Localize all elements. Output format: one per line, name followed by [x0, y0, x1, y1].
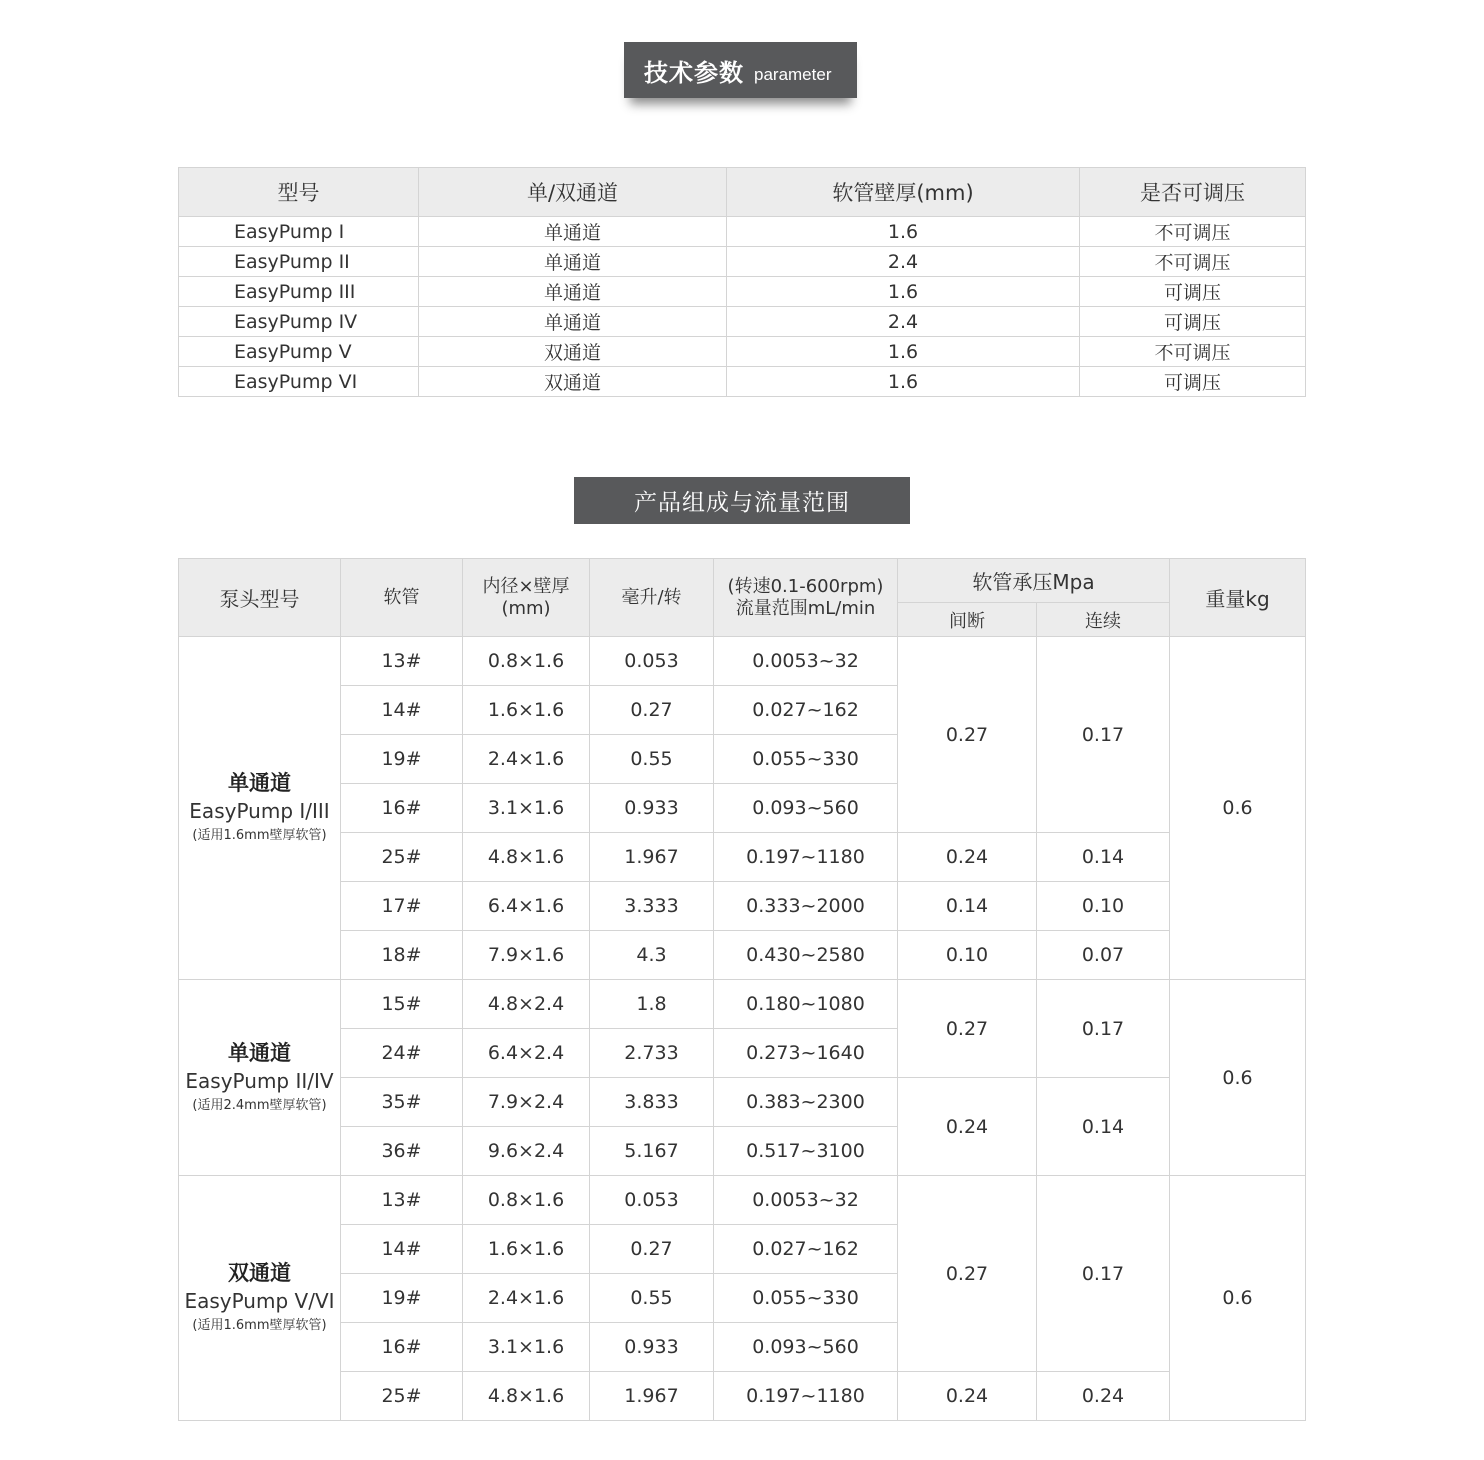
flow-cell-flow-range: 0.093~560 [714, 784, 898, 833]
flow-cell-ml-per-rev: 1.8 [590, 980, 714, 1029]
flow-cell-tube: 13# [341, 1176, 463, 1225]
flow-cell-tube: 16# [341, 784, 463, 833]
flow-cell-id-wall: 0.8×1.6 [463, 1176, 590, 1225]
flow-cell-ml-per-rev: 0.55 [590, 1274, 714, 1323]
spec-cell-channel: 单通道 [419, 217, 727, 247]
spec-cell-channel: 单通道 [419, 247, 727, 277]
flow-cell-tube: 25# [341, 1372, 463, 1421]
spec-cell-adjustable: 可调压 [1080, 367, 1306, 397]
spec-cell-wall: 1.6 [727, 367, 1080, 397]
flow-cell-flow-range: 0.055~330 [714, 735, 898, 784]
flow-cell-id-wall: 6.4×2.4 [463, 1029, 590, 1078]
flow-cell-flow-range: 0.027~162 [714, 686, 898, 735]
spec-cell-channel: 双通道 [419, 367, 727, 397]
flow-cell-intermittent: 0.27 [898, 637, 1037, 833]
flow-cell-flow-range: 0.430~2580 [714, 931, 898, 980]
flow-cell-weight: 0.6 [1170, 980, 1306, 1176]
flow-cell-tube: 25# [341, 833, 463, 882]
flow-cell-tube: 24# [341, 1029, 463, 1078]
spec-table-row [179, 277, 1306, 307]
flow-table-row [179, 1078, 1306, 1127]
flow-cell-ml-per-rev: 0.933 [590, 1323, 714, 1372]
group-model-name: EasyPump V/VI [184, 1289, 335, 1313]
flow-table [178, 558, 1306, 1421]
flow-table-row [179, 1176, 1306, 1225]
flow-cell-tube: 35# [341, 1078, 463, 1127]
flow-cell-flow-range: 0.197~1180 [714, 833, 898, 882]
flow-cell-intermittent: 0.27 [898, 980, 1037, 1078]
flow-header-id-wall [463, 559, 590, 637]
group-channel-name: 单通道 [228, 771, 291, 795]
group-channel-name: 双通道 [228, 1261, 291, 1285]
flow-cell-flow-range: 0.180~1080 [714, 980, 898, 1029]
flow-cell-ml-per-rev: 0.053 [590, 1176, 714, 1225]
flow-header-pump-model: 泵头型号 [179, 559, 341, 637]
flow-cell-ml-per-rev: 1.967 [590, 833, 714, 882]
spec-cell-adjustable: 可调压 [1080, 307, 1306, 337]
flow-cell-intermittent: 0.14 [898, 882, 1037, 931]
spec-cell-model: EasyPump VI [179, 367, 419, 397]
flow-cell-flow-range: 0.333~2000 [714, 882, 898, 931]
spec-table-row [179, 247, 1306, 277]
flow-header-flow-line1: (转速0.1-600rpm) [727, 575, 884, 597]
flow-header-flow-line2: 流量范围mL/min [735, 597, 876, 619]
flow-cell-intermittent: 0.24 [898, 1372, 1037, 1421]
flow-cell-ml-per-rev: 0.933 [590, 784, 714, 833]
spec-cell-model: EasyPump III [179, 277, 419, 307]
flow-header-tube: 软管 [341, 559, 463, 637]
group-note: (适用1.6mm壁厚软管) [192, 1318, 327, 1333]
flow-header-intermittent: 间断 [898, 603, 1037, 637]
flow-cell-tube: 16# [341, 1323, 463, 1372]
flow-group-cell [179, 637, 341, 980]
flow-cell-ml-per-rev: 1.967 [590, 1372, 714, 1421]
flow-cell-continuous: 0.14 [1037, 1078, 1170, 1176]
flow-header-weight: 重量kg [1170, 559, 1306, 637]
flow-cell-flow-range: 0.273~1640 [714, 1029, 898, 1078]
spec-header-wall: 软管壁厚(mm) [727, 168, 1080, 217]
flow-cell-id-wall: 4.8×2.4 [463, 980, 590, 1029]
spec-cell-adjustable: 不可调压 [1080, 217, 1306, 247]
group-note: (适用1.6mm壁厚软管) [192, 828, 327, 843]
flow-cell-id-wall: 7.9×1.6 [463, 931, 590, 980]
spec-table-row [179, 217, 1306, 247]
flow-cell-continuous: 0.14 [1037, 833, 1170, 882]
flow-cell-tube: 36# [341, 1127, 463, 1176]
flow-cell-intermittent: 0.24 [898, 833, 1037, 882]
group-model-name: EasyPump I/III [189, 799, 330, 823]
spec-cell-wall: 1.6 [727, 217, 1080, 247]
flow-cell-ml-per-rev: 3.333 [590, 882, 714, 931]
flow-cell-ml-per-rev: 4.3 [590, 931, 714, 980]
group-note: (适用2.4mm壁厚软管) [192, 1097, 327, 1113]
flow-cell-tube: 14# [341, 1225, 463, 1274]
spec-table-body [179, 217, 1306, 397]
flow-cell-id-wall: 4.8×1.6 [463, 833, 590, 882]
spec-cell-channel: 单通道 [419, 277, 727, 307]
flow-header-ml-per-rev: 毫升/转 [590, 559, 714, 637]
section-title-zh: 技术参数 [644, 58, 744, 87]
flow-cell-tube: 19# [341, 1274, 463, 1323]
spec-cell-model: EasyPump II [179, 247, 419, 277]
spec-cell-adjustable: 不可调压 [1080, 337, 1306, 367]
spec-cell-wall: 1.6 [727, 277, 1080, 307]
flow-cell-ml-per-rev: 2.733 [590, 1029, 714, 1078]
flow-cell-id-wall: 1.6×1.6 [463, 1225, 590, 1274]
section-title-flow: 产品组成与流量范围 [574, 477, 910, 524]
flow-cell-tube: 17# [341, 882, 463, 931]
flow-cell-ml-per-rev: 5.167 [590, 1127, 714, 1176]
flow-cell-continuous: 0.17 [1037, 637, 1170, 833]
flow-cell-ml-per-rev: 0.27 [590, 686, 714, 735]
flow-cell-continuous: 0.24 [1037, 1372, 1170, 1421]
flow-header-pressure: 软管承压Mpa [898, 559, 1170, 603]
flow-header-id-wall-line1: 内径×壁厚 [482, 575, 570, 597]
spec-table-row [179, 307, 1306, 337]
flow-cell-id-wall: 3.1×1.6 [463, 1323, 590, 1372]
spec-header-adjustable: 是否可调压 [1080, 168, 1306, 217]
flow-cell-continuous: 0.07 [1037, 931, 1170, 980]
flow-cell-ml-per-rev: 0.053 [590, 637, 714, 686]
flow-cell-flow-range: 0.027~162 [714, 1225, 898, 1274]
flow-cell-flow-range: 0.093~560 [714, 1323, 898, 1372]
flow-cell-weight: 0.6 [1170, 1176, 1306, 1421]
flow-table-row [179, 882, 1306, 931]
flow-cell-flow-range: 0.517~3100 [714, 1127, 898, 1176]
section-title-en: parameter [754, 65, 832, 84]
flow-cell-continuous: 0.17 [1037, 980, 1170, 1078]
flow-cell-intermittent: 0.10 [898, 931, 1037, 980]
spec-cell-adjustable: 可调压 [1080, 277, 1306, 307]
flow-cell-weight: 0.6 [1170, 637, 1306, 980]
flow-table-row [179, 1372, 1306, 1421]
flow-table-row [179, 833, 1306, 882]
flow-cell-tube: 18# [341, 931, 463, 980]
spec-cell-wall: 2.4 [727, 247, 1080, 277]
flow-cell-tube: 14# [341, 686, 463, 735]
flow-cell-id-wall: 2.4×1.6 [463, 1274, 590, 1323]
flow-cell-flow-range: 0.197~1180 [714, 1372, 898, 1421]
spec-cell-adjustable: 不可调压 [1080, 247, 1306, 277]
flow-cell-ml-per-rev: 0.27 [590, 1225, 714, 1274]
flow-cell-flow-range: 0.055~330 [714, 1274, 898, 1323]
flow-cell-intermittent: 0.24 [898, 1078, 1037, 1176]
flow-cell-id-wall: 6.4×1.6 [463, 882, 590, 931]
spec-cell-channel: 单通道 [419, 307, 727, 337]
flow-group-cell [179, 980, 341, 1176]
spec-cell-model: EasyPump V [179, 337, 419, 367]
flow-group-cell [179, 1176, 341, 1421]
spec-header-channel: 单/双通道 [419, 168, 727, 217]
flow-cell-flow-range: 0.0053~32 [714, 637, 898, 686]
spec-cell-channel: 双通道 [419, 337, 727, 367]
section-title-parameter [624, 42, 857, 98]
spec-table [178, 167, 1306, 397]
flow-cell-ml-per-rev: 3.833 [590, 1078, 714, 1127]
spec-cell-wall: 1.6 [727, 337, 1080, 367]
flow-cell-ml-per-rev: 0.55 [590, 735, 714, 784]
flow-cell-id-wall: 0.8×1.6 [463, 637, 590, 686]
flow-cell-continuous: 0.17 [1037, 1176, 1170, 1372]
flow-cell-id-wall: 3.1×1.6 [463, 784, 590, 833]
group-model-name: EasyPump II/IV [185, 1068, 334, 1093]
flow-header-id-wall-line2: (mm) [501, 597, 551, 619]
group-channel-name: 单通道 [228, 1040, 291, 1065]
spec-table-row [179, 337, 1306, 367]
flow-cell-id-wall: 9.6×2.4 [463, 1127, 590, 1176]
flow-header-flow-range [714, 559, 898, 637]
flow-table-row [179, 637, 1306, 686]
spec-header-model: 型号 [179, 168, 419, 217]
spec-cell-model: EasyPump I [179, 217, 419, 247]
flow-cell-tube: 13# [341, 637, 463, 686]
flow-cell-flow-range: 0.0053~32 [714, 1176, 898, 1225]
flow-cell-flow-range: 0.383~2300 [714, 1078, 898, 1127]
flow-cell-tube: 19# [341, 735, 463, 784]
flow-cell-tube: 15# [341, 980, 463, 1029]
spec-header-row [179, 168, 1306, 217]
flow-table-row [179, 980, 1306, 1029]
flow-table-row [179, 931, 1306, 980]
flow-header-continuous: 连续 [1037, 603, 1170, 637]
flow-cell-id-wall: 2.4×1.6 [463, 735, 590, 784]
flow-cell-id-wall: 7.9×2.4 [463, 1078, 590, 1127]
spec-cell-model: EasyPump IV [179, 307, 419, 337]
flow-cell-id-wall: 1.6×1.6 [463, 686, 590, 735]
spec-cell-wall: 2.4 [727, 307, 1080, 337]
flow-cell-id-wall: 4.8×1.6 [463, 1372, 590, 1421]
flow-cell-intermittent: 0.27 [898, 1176, 1037, 1372]
flow-header-row [179, 559, 1306, 603]
flow-cell-continuous: 0.10 [1037, 882, 1170, 931]
flow-table-body [179, 637, 1306, 1421]
spec-table-row [179, 367, 1306, 397]
